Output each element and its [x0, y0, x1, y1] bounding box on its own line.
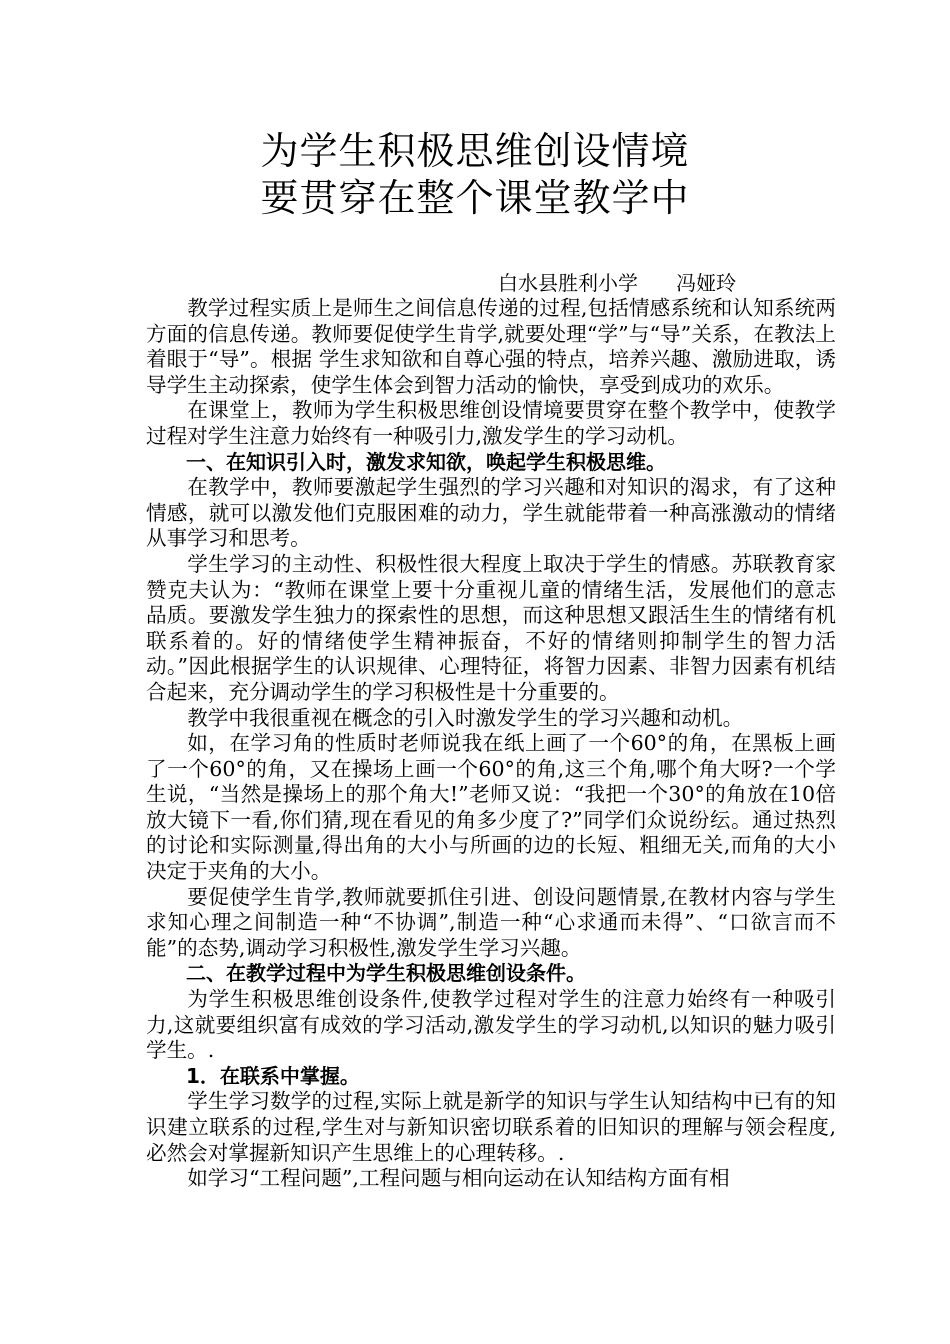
paragraph: 教学过程实质上是师生之间信息传递的过程,包括情感系统和认知系统两方面的信息传递。教师要促使学生肯学,就要处理“学”与“导”关系，在教法上着眼于“导”。根据 学生求知欲和自尊心强的特点，培养兴趣、激励进取，诱导学生主动探索，使学生体会到智力活动的愉快，享受到成功的欢乐。: [146, 296, 836, 397]
document-title-line1: 为学生积极思维创设情境: [260, 129, 690, 173]
paragraph: 在课堂上，教师为学生积极思维创设情境要贯穿在整个教学中，使教学过程对学生注意力始终有一种吸引力,激发学生的学习动机。: [146, 398, 836, 448]
document-title-line2: 要贯穿在整个课堂教学中: [260, 176, 690, 220]
subsection-heading: 1．在联系中掌握。: [186, 1063, 360, 1088]
document-body: [146, 296, 836, 1192]
paragraph: 如，在学习角的性质时老师说我在纸上画了一个60°的角，在黑板上画了一个60°的角，又在操场上画一个60°的角,这三个角,哪个角大呀?一个学生说，“当然是操场上的那个角大!”老师又说：“我把一个30°的角放在10倍放大镜下一看,你们猜,现在看见的角多少度了?”同学们众说纷纭。通过热烈的讨论和实际测量,得出角的大小与所画的边的长短、粗细无关,而角的大小决定于夹角的大小。: [146, 731, 836, 884]
paragraph: 在教学中，教师要激起学生强烈的学习兴趣和对知识的渴求，有了这种情感，就可以激发他们克服困难的动力，学生就能带着一种高涨激动的情绪从事学习和思考。: [146, 475, 836, 551]
author-line: 白水县胜利小学 冯娅玲: [498, 271, 737, 295]
section-heading: 二、在教学过程中为学生积极思维创设条件。: [186, 961, 586, 986]
paragraph: 学生学习数学的过程,实际上就是新学的知识与学生认知结构中已有的知识建立联系的过程,学生对与新知识密切联系着的旧知识的理解与领会程度,必然会对掌握新知识产生思维上的心理转移。.: [146, 1089, 836, 1165]
paragraph: 要促使学生肯学,教师就要抓住引进、创设问题情景,在教材内容与学生求知心理之间制造一种“不协调”,制造一种“心求通而未得”、“口欲言而不能”的态势,调动学习积极性,激发学生学习兴趣。: [146, 884, 836, 960]
paragraph: 教学中我很重视在概念的引入时激发学生的学习兴趣和动机。: [187, 705, 744, 730]
paragraph: 如学习“工程问题”,工程问题与相向运动在认知结构方面有相: [187, 1166, 730, 1191]
section-heading: 一、在知识引入时，激发求知欲，唤起学生积极思维。: [186, 449, 666, 474]
paragraph: 学生学习的主动性、积极性很大程度上取决于学生的情感。苏联教育家赞克夫认为：“教师在课堂上要十分重视儿童的情绪生活，发展他们的意志品质。要激发学生独力的探索性的思想，而这种思想又跟活生生的情绪有机联系着的。好的情绪使学生精神振奋，不好的情绪则抑制学生的智力活动。”因此根据学生的认识规律、心理特征，将智力因素、非智力因素有机结合起来，充分调动学生的学习积极性是十分重要的。: [146, 551, 836, 704]
paragraph: 为学生积极思维创设条件,使教学过程对学生的注意力始终有一种吸引力,这就要组织富有成效的学习活动,激发学生的学习动机,以知识的魅力吸引学生。.: [146, 987, 836, 1063]
